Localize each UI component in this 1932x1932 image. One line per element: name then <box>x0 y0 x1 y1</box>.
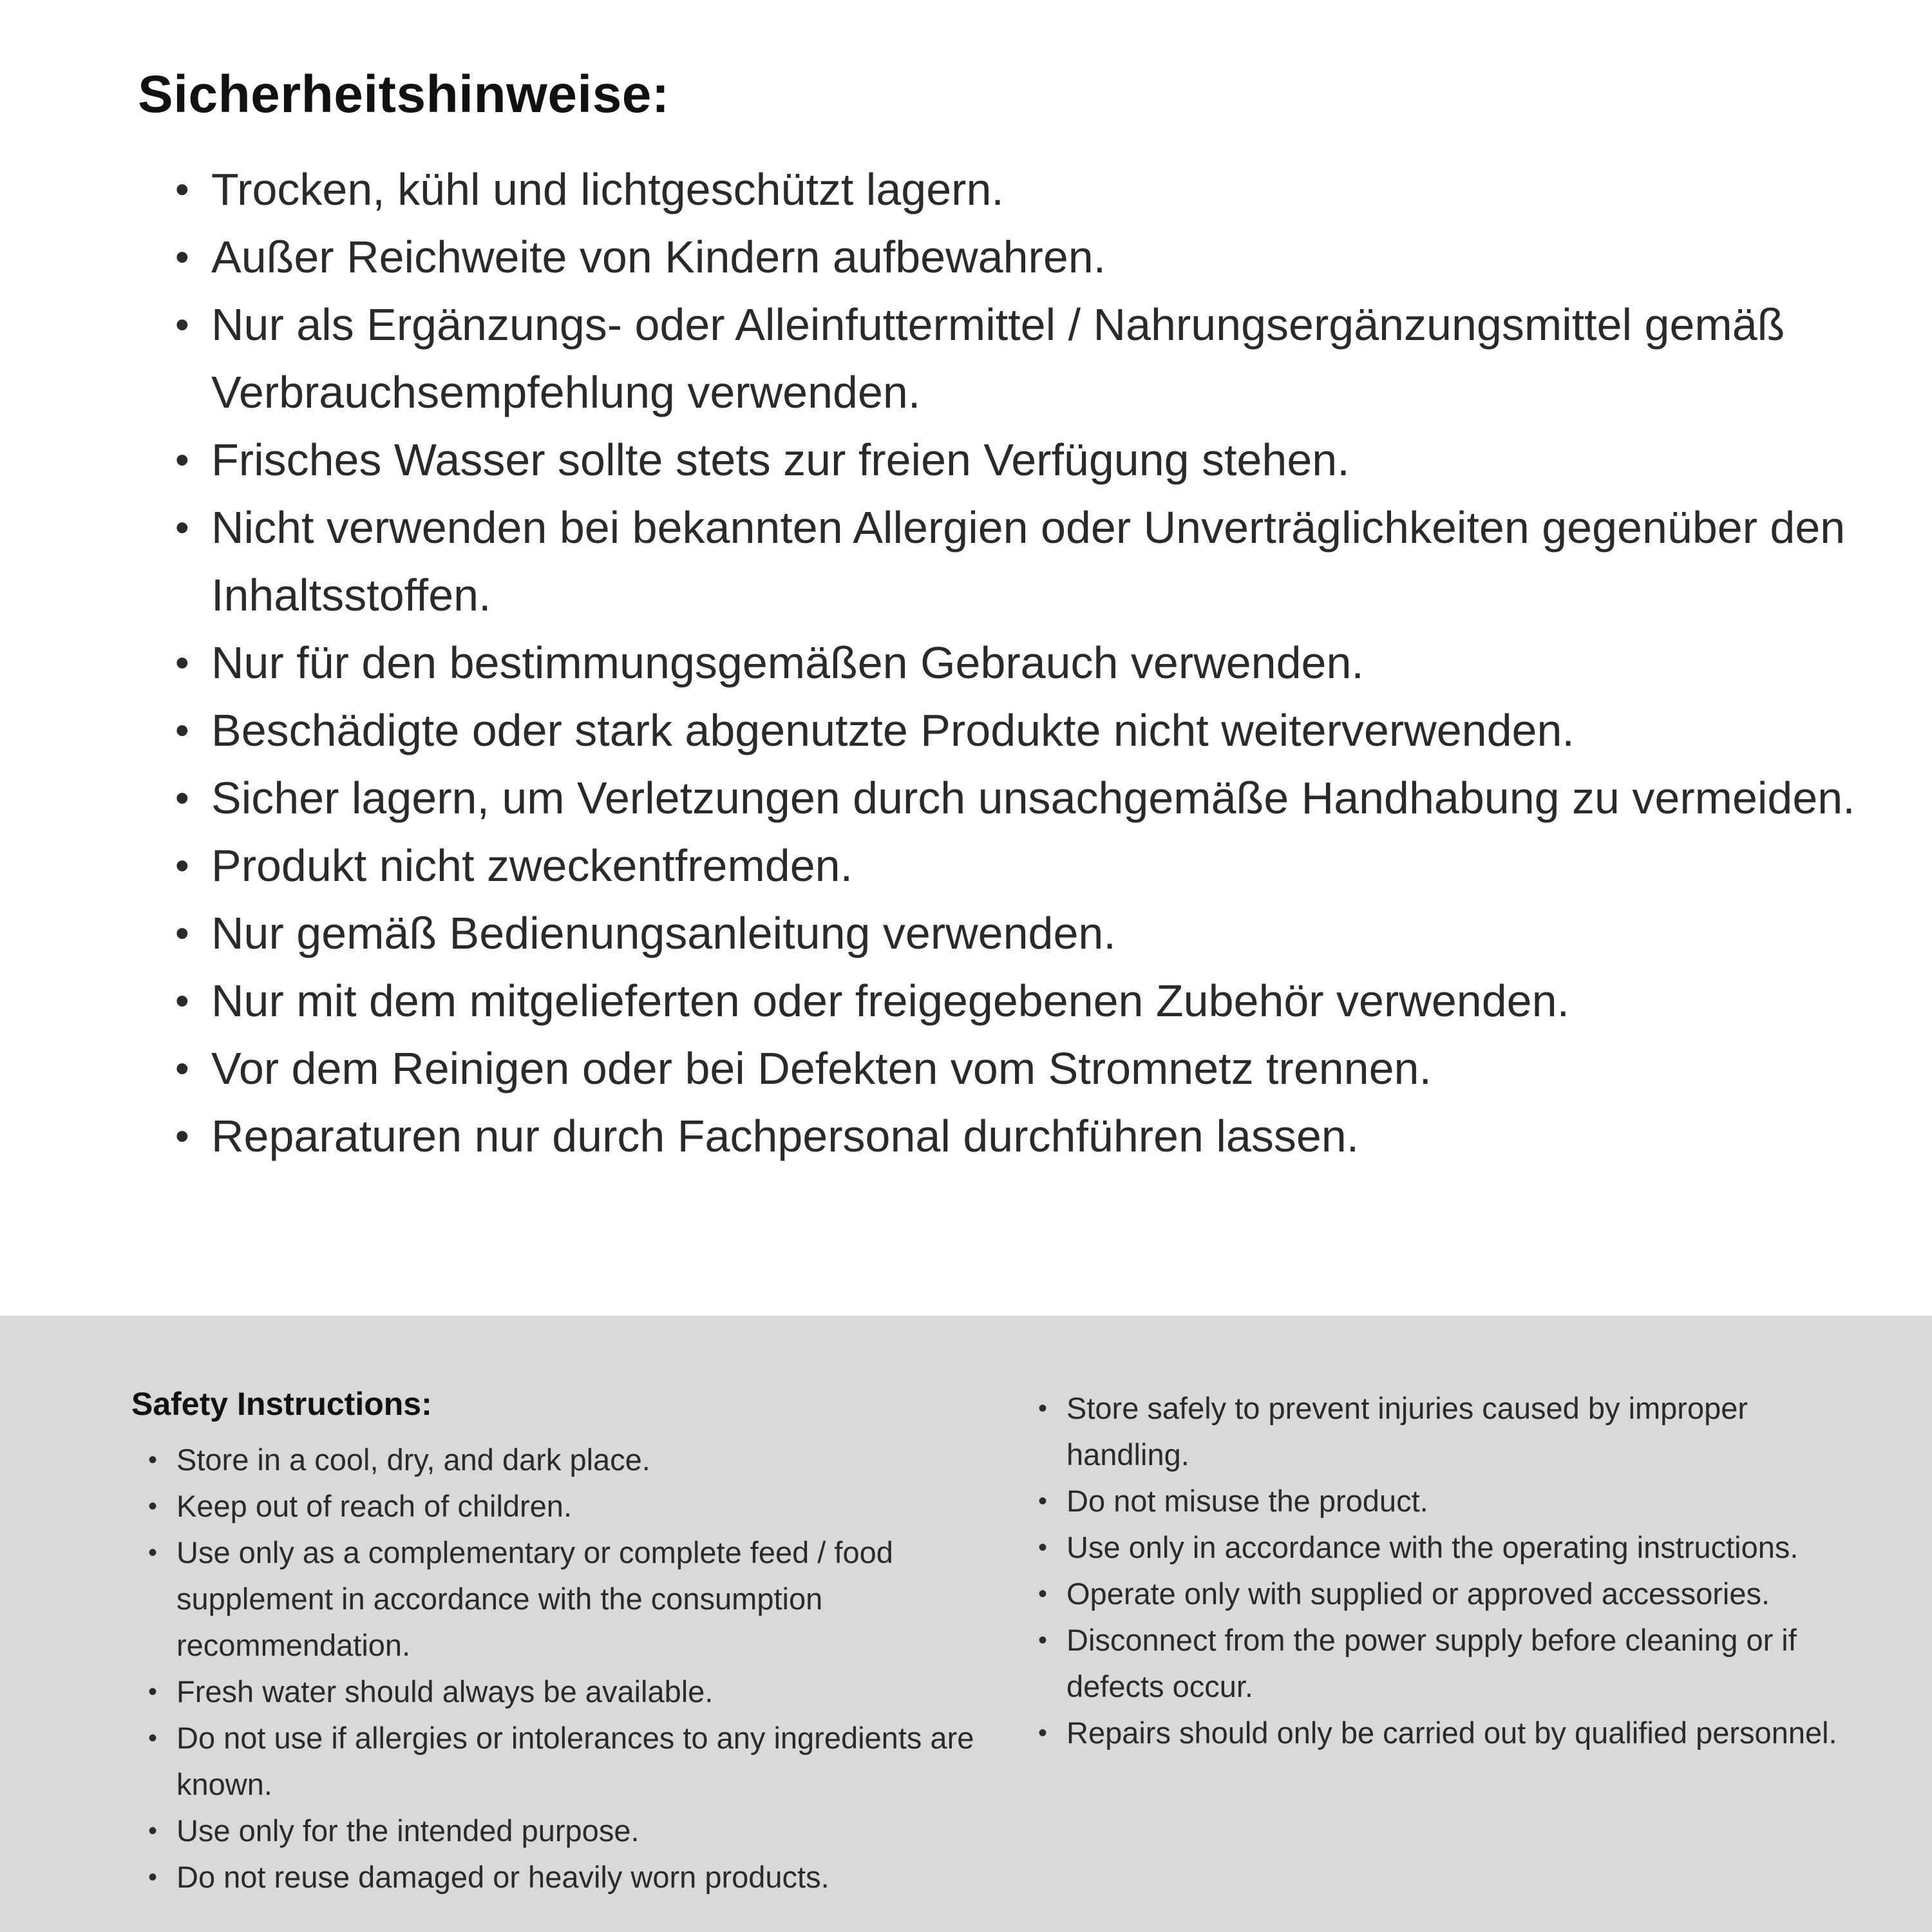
bullet-icon: • <box>175 235 189 279</box>
bullet-icon: • <box>148 1492 158 1520</box>
english-section-title: Safety Instructions: <box>131 1386 432 1422</box>
list-item <box>175 967 1869 1035</box>
list-item <box>148 1530 975 1669</box>
english-right-column <box>1038 1385 1842 1756</box>
list-item <box>1038 1571 1842 1617</box>
list-item <box>175 629 1869 697</box>
bullet-icon: • <box>175 911 189 956</box>
english-left-bullet-list <box>148 1437 975 1900</box>
list-item <box>148 1808 975 1854</box>
bullet-icon: • <box>148 1678 158 1706</box>
list-item-text: Frisches Wasser sollte stets zur freien Verfügung stehen. <box>211 435 1350 485</box>
list-item <box>175 697 1869 764</box>
list-item-text: Nur für den bestimmungsgemäßen Gebrauch verwenden. <box>211 638 1364 688</box>
bullet-icon: • <box>175 979 189 1023</box>
list-item-text: Sicher lagern, um Verletzungen durch unsachgemäße Handhabung zu vermeiden. <box>211 773 1855 823</box>
list-item <box>1038 1478 1842 1524</box>
bullet-icon: • <box>175 1046 189 1091</box>
list-item-text: Disconnect from the power supply before cleaning or if defects occur. <box>1066 1623 1797 1703</box>
list-item <box>175 291 1869 426</box>
list-item-text: Nur gemäß Bedienungsanleitung verwenden. <box>211 908 1116 958</box>
bullet-icon: • <box>1038 1580 1048 1608</box>
bullet-icon: • <box>175 167 189 212</box>
list-item-text: Beschädigte oder stark abgenutzte Produkte nicht weiterverwenden. <box>211 705 1575 755</box>
list-item <box>148 1669 975 1715</box>
list-item <box>175 1103 1869 1170</box>
english-left-column <box>131 1385 975 1900</box>
list-item <box>1038 1524 1842 1571</box>
list-item <box>175 832 1869 900</box>
list-item-text: Operate only with supplied or approved accessories. <box>1066 1577 1770 1611</box>
bullet-icon: • <box>1038 1626 1048 1654</box>
list-item-text: Do not use if allergies or intolerances to any ingredients are known. <box>176 1721 974 1801</box>
bullet-icon: • <box>148 1817 158 1845</box>
german-bullet-list <box>175 156 1869 1170</box>
bullet-icon: • <box>175 1114 189 1159</box>
list-item <box>1038 1710 1842 1756</box>
list-item-text: Nicht verwenden bei bekannten Allergien oder Unverträglichkeiten gegenüber den Inhaltsstoffen. <box>211 502 1846 620</box>
list-item-text: Nur mit dem mitgelieferten oder freigegebenen Zubehör verwenden. <box>211 976 1569 1026</box>
list-item-text: Do not reuse damaged or heavily worn products. <box>176 1860 829 1894</box>
bullet-icon: • <box>175 438 189 482</box>
bullet-icon: • <box>175 641 189 685</box>
list-item-text: Außer Reichweite von Kindern aufbewahren. <box>211 232 1106 282</box>
bullet-icon: • <box>175 844 189 888</box>
list-item-text: Nur als Ergänzungs- oder Alleinfuttermittel / Nahrungsergänzungsmittel gemäß Verbrauchsempfehlung verwenden. <box>211 299 1785 417</box>
list-item <box>148 1483 975 1530</box>
list-item <box>148 1715 975 1808</box>
list-item <box>175 494 1869 629</box>
list-item <box>175 1035 1869 1103</box>
list-item-text: Reparaturen nur durch Fachpersonal durchführen lassen. <box>211 1111 1359 1161</box>
list-item-text: Store safely to prevent injuries caused by improper handling. <box>1066 1391 1748 1472</box>
bullet-icon: • <box>148 1446 158 1474</box>
bullet-icon: • <box>175 506 189 550</box>
list-item <box>148 1854 975 1900</box>
list-item <box>175 426 1869 494</box>
list-item-text: Produkt nicht zweckentfremden. <box>211 840 853 891</box>
list-item-text: Trocken, kühl und lichtgeschützt lagern. <box>211 164 1004 214</box>
list-item-text: Store in a cool, dry, and dark place. <box>176 1443 650 1477</box>
bullet-icon: • <box>1038 1533 1048 1562</box>
list-item-text: Fresh water should always be available. <box>176 1674 714 1709</box>
list-item <box>175 764 1869 832</box>
bullet-icon: • <box>1038 1394 1048 1423</box>
list-item <box>1038 1385 1842 1478</box>
german-section-title: Sicherheitshinweise: <box>138 65 670 124</box>
bullet-icon: • <box>148 1863 158 1891</box>
bullet-icon: • <box>1038 1487 1048 1515</box>
list-item-text: Repairs should only be carried out by qualified personnel. <box>1066 1716 1837 1750</box>
list-item-text: Do not misuse the product. <box>1066 1484 1428 1518</box>
list-item <box>175 900 1869 967</box>
list-item <box>1038 1617 1842 1710</box>
list-item-text: Vor dem Reinigen oder bei Defekten vom Stromnetz trennen. <box>211 1043 1432 1094</box>
list-item-text: Use only for the intended purpose. <box>176 1814 639 1848</box>
english-section <box>0 1316 1932 1932</box>
list-item-text: Use only in accordance with the operating instructions. <box>1066 1530 1799 1564</box>
list-item <box>175 156 1869 223</box>
list-item-text: Keep out of reach of children. <box>176 1489 573 1523</box>
list-item <box>175 223 1869 291</box>
english-right-bullet-list <box>1038 1385 1842 1756</box>
bullet-icon: • <box>148 1724 158 1752</box>
bullet-icon: • <box>175 708 189 753</box>
list-item-text: Use only as a complementary or complete feed / food supplement in accordance with the consumption recommendation. <box>176 1535 893 1662</box>
bullet-icon: • <box>175 303 189 347</box>
list-item <box>148 1437 975 1483</box>
bullet-icon: • <box>175 776 189 820</box>
bullet-icon: • <box>1038 1719 1048 1747</box>
bullet-icon: • <box>148 1539 158 1567</box>
